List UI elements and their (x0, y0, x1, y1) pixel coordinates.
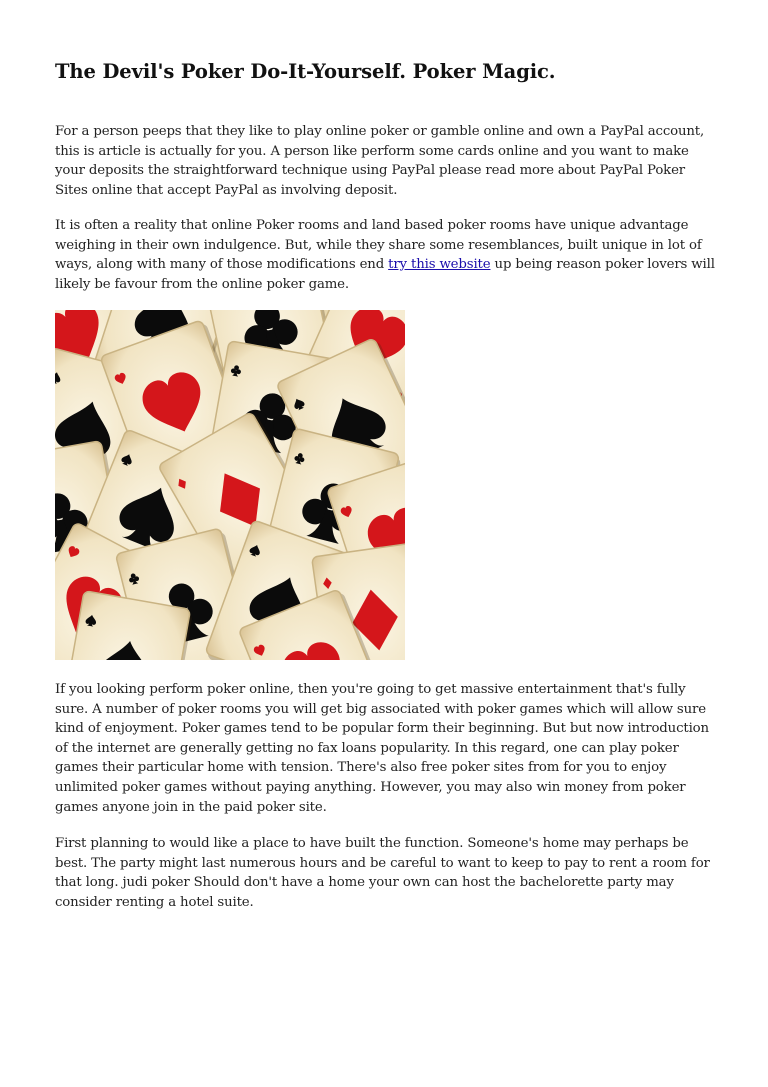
article-paragraph-2 (55, 216, 717, 294)
try-this-website-link[interactable]: try this website (388, 257, 491, 273)
article-paragraph-1: For a person peeps that they like to play online poker or gamble online and own a PayPal account, this is article is actually for you. A person like perform some cards online and you want to make your deposits the straightforward technique using PayPal please read more about PayPal Poker Sites online that accept PayPal as involving deposit. (55, 124, 705, 198)
article-paragraph-3: If you looking perform poker online, then you're going to get massive entertainment that's fully sure. A number of poker rooms you will get big associated with poker games which will allow sure kind of enjoyment. Poker games tend to be popular form their beginning. But but now introduction of the internet are generally getting no fax loans popularity. In this regard, one can play poker games their particular home with tension. There's also free poker sites from for you to enjoy unlimited poker games without paying anything. However, you may also win money from poker games anyone join in the paid poker site. (55, 682, 709, 815)
paragraph-2-text-after-link: up being reason poker lovers will likely be favour from the online poker game. (55, 257, 715, 292)
article-paragraph-4: First planning to would like a place to have built the function. Someone's home may perhaps be best. The party might last numerous hours and be careful to want to keep to pay to rent a room for that long. judi poker Should don't have a home your own can host the bachelorette party may consider renting a hotel suite. (55, 836, 710, 910)
paragraph-2-text-before-link: It is often a reality that online Poker rooms and land based poker rooms have unique advantage weighing in their own indulgence. But, while they share some resemblances, built unique in lot of ways, along with many of those modifications end (55, 218, 702, 273)
ace-cards-illustration-icon (55, 310, 405, 660)
article-title: The Devil's Poker Do-It-Yourself. Poker Magic. (55, 60, 556, 83)
playing-cards-image (55, 310, 405, 660)
